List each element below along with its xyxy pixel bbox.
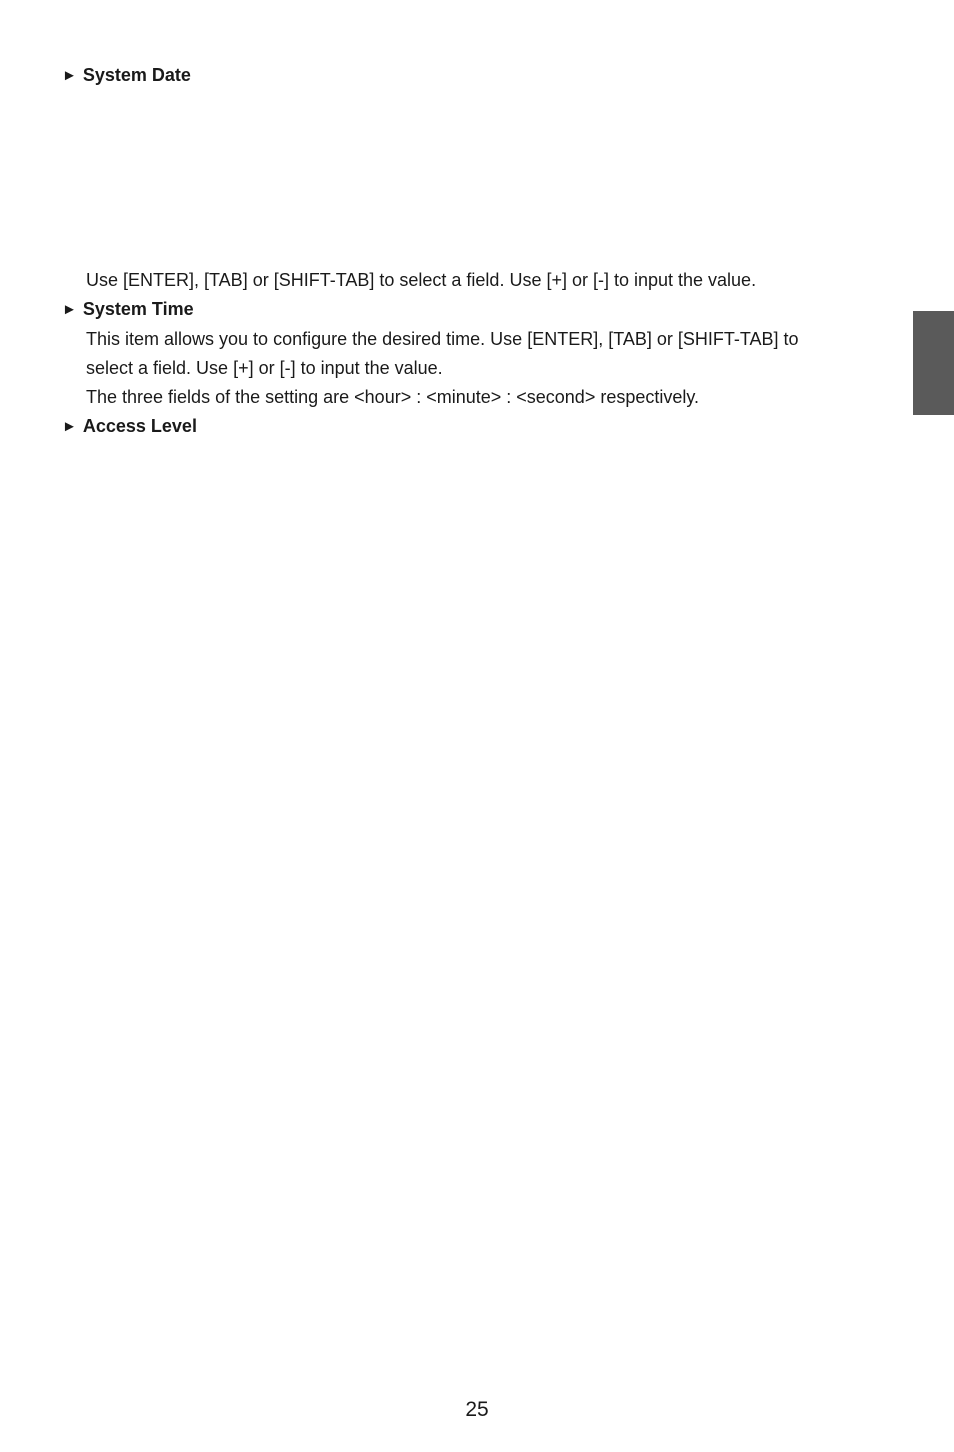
heading-label: System Date [82,65,191,85]
section-heading-system-date [62,64,191,87]
section-heading-system-time [62,298,194,321]
triangle-bullet-icon: ► [62,418,77,435]
triangle-bullet-icon: ► [62,67,77,84]
page-number: 25 [465,1398,489,1421]
paragraph-line: select a field. Use [+] or [-] to input the value. [86,358,443,378]
paragraph-line: The three fields of the setting are <hour> : <minute> : <second> respectively. [86,387,700,407]
heading-label: System Time [82,299,194,319]
heading-label: Access Level [82,416,197,436]
chapter-side-tab [913,311,954,415]
section-heading-access-level [62,415,197,438]
paragraph-line: This item allows you to configure the desired time. Use [ENTER], [TAB] or [SHIFT-TAB] to [86,329,799,349]
paragraph-line: Use [ENTER], [TAB] or [SHIFT-TAB] to select a field. Use [+] or [-] to input the value. [86,270,757,290]
triangle-bullet-icon: ► [62,301,77,318]
